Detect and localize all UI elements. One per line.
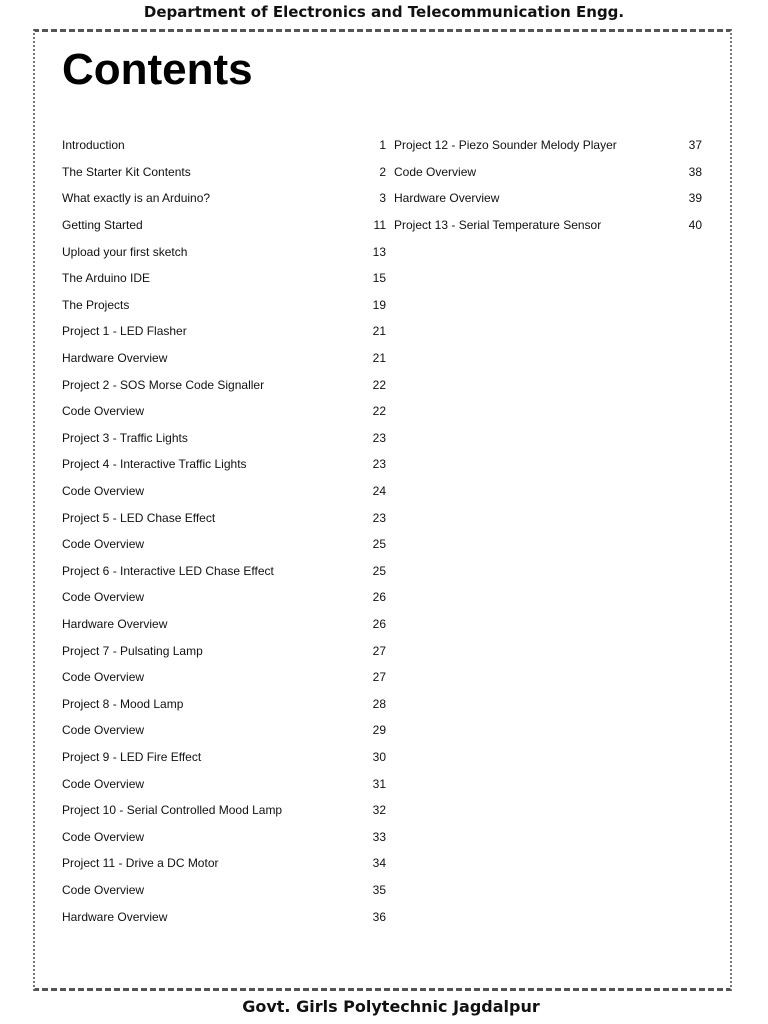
toc-entry-page-number: 23 <box>372 430 386 445</box>
toc-entry <box>62 877 386 904</box>
toc-entry-title: Code Overview <box>62 484 145 499</box>
toc-entry-title: Code Overview <box>62 776 145 791</box>
toc-entry-page-number: 23 <box>372 510 386 525</box>
toc-entry-title: Code Overview <box>62 829 145 844</box>
toc-right-column <box>394 132 702 238</box>
toc-entry-page-number: 27 <box>372 643 386 658</box>
toc-entry-title: Project 6 - Interactive LED Chase Effect <box>62 563 274 578</box>
toc-entry <box>62 903 386 930</box>
toc-entry-page-number: 11 <box>373 218 386 233</box>
toc-entry-title: Hardware Overview <box>62 351 168 366</box>
toc-entry <box>62 690 386 717</box>
toc-entry-title: Project 1 - LED Flasher <box>62 324 187 339</box>
toc-entry-title: Hardware Overview <box>62 616 168 631</box>
toc-entry <box>62 717 386 744</box>
institution-footer: Govt. Girls Polytechnic Jagdalpur <box>242 997 540 1016</box>
toc-entry-page-number: 21 <box>372 324 386 339</box>
toc-entry-page-number: 33 <box>372 829 386 844</box>
toc-entry-page-number: 13 <box>372 244 386 259</box>
toc-entry-page-number: 25 <box>372 537 386 552</box>
toc-entry-title: Introduction <box>62 138 125 153</box>
toc-entry-page-number: 22 <box>372 404 386 419</box>
toc-entry-title: Code Overview <box>62 723 145 738</box>
toc-entry <box>62 611 386 638</box>
toc-entry <box>62 265 386 292</box>
toc-entry-page-number: 30 <box>372 749 386 764</box>
toc-entry <box>62 185 386 212</box>
toc-entry <box>394 159 702 186</box>
toc-entry <box>62 504 386 531</box>
toc-entry-page-number: 38 <box>688 164 702 179</box>
toc-entry-title: Project 5 - LED Chase Effect <box>62 510 216 525</box>
toc-entry <box>62 637 386 664</box>
toc-entry-title: Code Overview <box>62 537 145 552</box>
toc-entry-page-number: 3 <box>379 191 386 206</box>
toc-entry <box>62 238 386 265</box>
toc-entry-page-number: 29 <box>372 723 386 738</box>
toc-entry-title: Project 4 - Interactive Traffic Lights <box>62 457 247 472</box>
toc-entry-title: Getting Started <box>62 218 143 233</box>
toc-entry <box>394 185 702 212</box>
toc-entry <box>62 318 386 345</box>
toc-entry <box>62 212 386 239</box>
toc-entry-page-number: 24 <box>372 484 386 499</box>
toc-entry-title: The Projects <box>62 297 130 312</box>
page-title: Contents <box>62 45 253 94</box>
toc-entry-title: Project 13 - Serial Temperature Sensor <box>394 218 602 233</box>
toc-entry <box>62 451 386 478</box>
toc-entry <box>62 797 386 824</box>
toc-entry-page-number: 31 <box>372 776 386 791</box>
toc-entry-title: Project 10 - Serial Controlled Mood Lamp <box>62 803 283 818</box>
toc-entry <box>394 212 702 239</box>
toc-entry-title: Upload your first sketch <box>62 244 188 259</box>
toc-entry-page-number: 39 <box>688 191 702 206</box>
toc-entry <box>62 770 386 797</box>
toc-entry-title: Project 11 - Drive a DC Motor <box>62 856 219 871</box>
toc-entry-page-number: 26 <box>372 590 386 605</box>
toc-entry-title: Project 2 - SOS Morse Code Signaller <box>62 377 265 392</box>
toc-entry <box>62 664 386 691</box>
toc-entry-page-number: 22 <box>372 377 386 392</box>
toc-entry <box>62 371 386 398</box>
toc-entry-title: The Arduino IDE <box>62 271 151 286</box>
toc-entry-title: Code Overview <box>62 882 145 897</box>
toc-entry <box>62 531 386 558</box>
toc-entry <box>62 132 386 159</box>
toc-entry-page-number: 32 <box>372 803 386 818</box>
toc-entry <box>394 132 702 159</box>
toc-entry-page-number: 2 <box>379 164 386 179</box>
toc-entry-title: Project 12 - Piezo Sounder Melody Player <box>394 138 617 153</box>
toc-entry-title: Code Overview <box>62 670 145 685</box>
toc-entry-page-number: 21 <box>372 351 386 366</box>
toc-entry <box>62 292 386 319</box>
toc-entry-page-number: 15 <box>372 271 386 286</box>
toc-entry-page-number: 35 <box>372 882 386 897</box>
toc-entry-page-number: 25 <box>372 563 386 578</box>
toc-left-column <box>62 132 386 930</box>
toc-entry <box>62 558 386 585</box>
toc-entry <box>62 159 386 186</box>
toc-entry-title: Project 8 - Mood Lamp <box>62 696 184 711</box>
toc-entry-page-number: 27 <box>372 670 386 685</box>
toc-entry-title: Project 3 - Traffic Lights <box>62 430 188 445</box>
toc-entry <box>62 425 386 452</box>
toc-entry-page-number: 34 <box>372 856 386 871</box>
toc-entry-page-number: 40 <box>688 218 702 233</box>
toc-entry <box>62 398 386 425</box>
toc-entry <box>62 823 386 850</box>
toc-entry-title: Project 9 - LED Fire Effect <box>62 749 202 764</box>
toc-entry-page-number: 36 <box>372 909 386 924</box>
toc-entry-title: What exactly is an Arduino? <box>62 191 211 206</box>
toc-entry <box>62 345 386 372</box>
toc-entry-title: Hardware Overview <box>62 909 168 924</box>
toc-entry-page-number: 26 <box>372 616 386 631</box>
toc-entry-title: The Starter Kit Contents <box>62 164 191 179</box>
toc-entry-page-number: 28 <box>372 696 386 711</box>
toc-entry-title: Code Overview <box>62 590 145 605</box>
toc-entry-title: Hardware Overview <box>394 191 500 206</box>
toc-entry <box>62 850 386 877</box>
toc-entry <box>62 478 386 505</box>
toc-entry-page-number: 37 <box>688 138 702 153</box>
toc-entry <box>62 744 386 771</box>
toc-entry-title: Code Overview <box>62 404 145 419</box>
toc-entry-page-number: 23 <box>372 457 386 472</box>
toc-entry-page-number: 19 <box>372 297 386 312</box>
toc-entry-page-number: 1 <box>379 138 386 153</box>
department-header: Department of Electronics and Telecommunication Engg. <box>143 3 625 21</box>
toc-entry-title: Code Overview <box>394 164 477 179</box>
toc-entry <box>62 584 386 611</box>
toc-entry-title: Project 7 - Pulsating Lamp <box>62 643 203 658</box>
